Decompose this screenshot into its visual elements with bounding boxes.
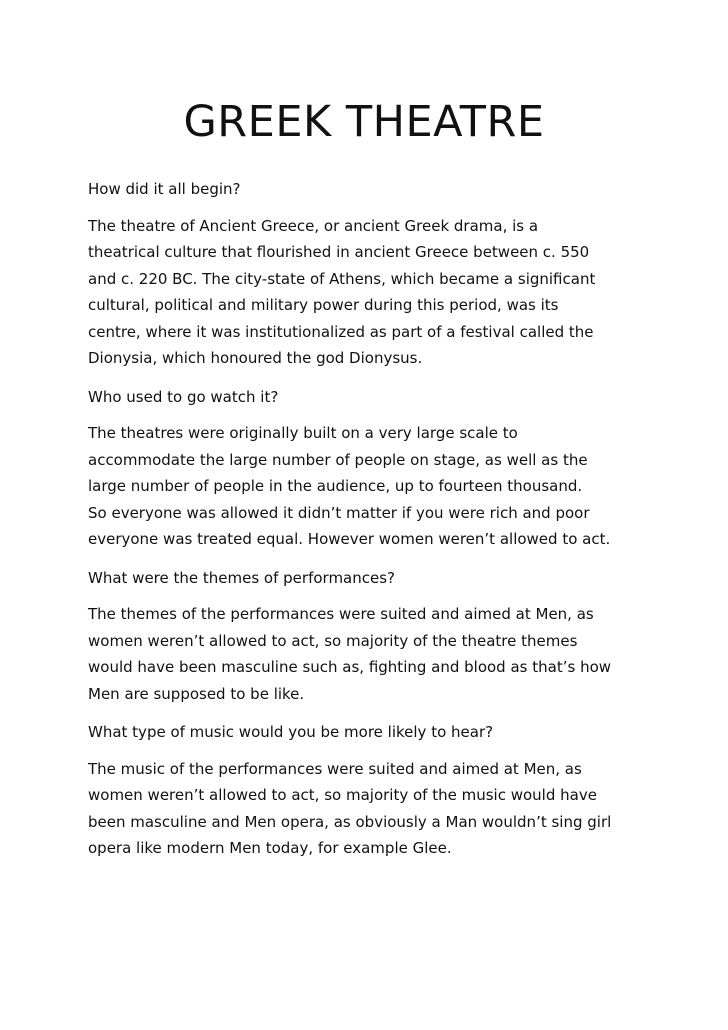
section-question: What were the themes of performances?: [88, 568, 396, 587]
section-question: How did it all begin?: [88, 180, 241, 198]
answer-line: and c. 220 BC. The city-state of Athens, which became a significant: [88, 269, 596, 288]
answer-line: large number of people in the audience, up to fourteen thousand.: [88, 477, 583, 495]
answer-line: Men are supposed to be like.: [88, 684, 305, 703]
answer-line: So everyone was allowed it didn’t matter if you were rich and poor: [88, 503, 590, 522]
answer-line: cultural, political and military power during this period, was its: [88, 296, 559, 314]
answer-line: opera like modern Men today, for example Glee.: [88, 839, 452, 857]
section-answer: [88, 420, 688, 553]
document-title: GREEK THEATRE: [183, 97, 545, 147]
answer-line: women weren’t allowed to act, so majority of the theatre themes: [88, 631, 578, 650]
answer-line: theatrical culture that flourished in ancient Greece between c. 550: [88, 243, 590, 261]
answer-line: The theatres were originally built on a very large scale to: [88, 424, 518, 442]
answer-line: everyone was treated equal. However women weren’t allowed to act.: [88, 530, 611, 548]
answer-line: accommodate the large number of people on stage, as well as the: [88, 450, 588, 469]
answer-line: The music of the performances were suited and aimed at Men, as: [88, 759, 582, 778]
answer-line: would have been masculine such as, fighting and blood as that’s how: [88, 658, 612, 676]
document-body: [88, 176, 688, 874]
answer-line: The themes of the performances were suited and aimed at Men, as: [88, 605, 594, 623]
section-answer: [88, 756, 688, 862]
section-question: Who used to go watch it?: [88, 387, 279, 406]
answer-line: women weren’t allowed to act, so majority of the music would have: [88, 786, 597, 804]
answer-line: Dionysia, which honoured the god Dionysus.: [88, 349, 423, 367]
answer-line: The theatre of Ancient Greece, or ancient Greek drama, is a: [88, 216, 539, 235]
section-question: What type of music would you be more likely to hear?: [88, 723, 494, 741]
answer-line: been masculine and Men opera, as obviously a Man wouldn’t sing girl: [88, 812, 612, 831]
answer-line: centre, where it was institutionalized as part of a festival called the: [88, 322, 594, 341]
section-answer: [88, 601, 688, 707]
section-answer: [88, 213, 688, 372]
